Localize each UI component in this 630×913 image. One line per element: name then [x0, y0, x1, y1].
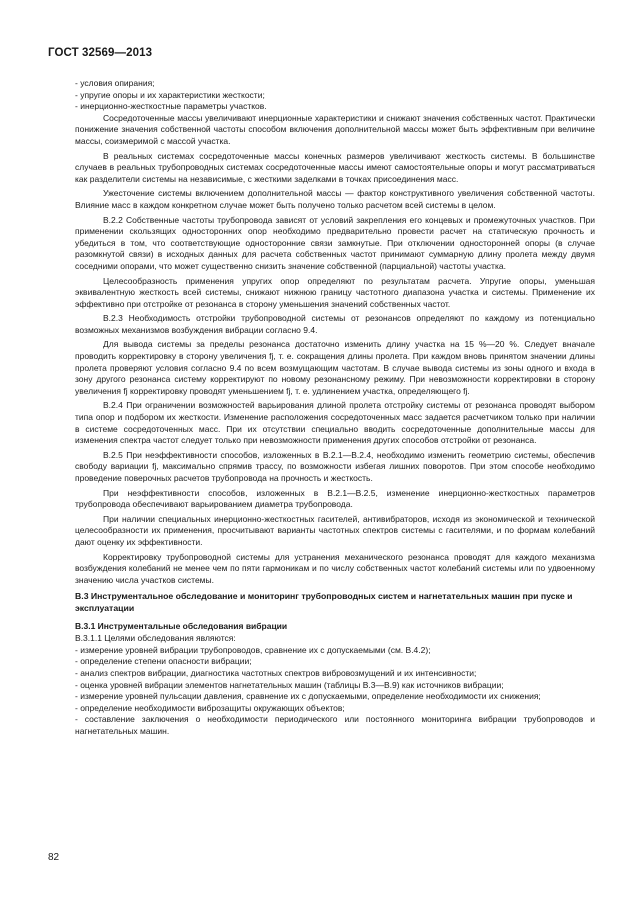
list-item: - составление заключения о необходимости периодического или постоянного мониторинга вибрации трубопроводов и нагнетательных машин. [75, 714, 595, 736]
paragraph: Ужесточение системы включением дополнительной массы — фактор конструктивного увеличения собственной частоты. Влияние масс в каждом конкретном случае может быть получено только расчетом всей системы в целом. [75, 188, 595, 210]
list-item: - анализ спектров вибрации, диагностика частотных спектров вибровозмущений и их интенсивности; [75, 667, 477, 678]
list-item: - оценка уровней вибрации элементов нагнетательных машин (таблицы В.3—В.9) как источников вибрации; [75, 679, 504, 690]
list-item: - определение степени опасности вибрации; [75, 656, 252, 667]
list-intro: В.3.1.1 Целями обследования являются: [75, 633, 236, 644]
list-item: - измерение уровней вибрации трубопроводов, сравнение их с допускаемыми (см. В.4.2); [75, 644, 431, 655]
paragraph-b24: В.2.4 При ограничении возможностей варьирования длиной пролета отстройку системы от резонанса проводят выбором типа опор и подбором их жесткости. Изменение расположения сосредоточенных масс задается расчетчиком только при наличии в системе сосредоточенных масс. При их отсутствии специально вводить сосредоточенные дополнительные массы для изменения спектра частот следует только при невозможности применения других способов отстройки от резонанса. [75, 400, 595, 446]
document-body [75, 78, 595, 737]
paragraph: При наличии специальных инерционно-жесткостных гасителей, антивибраторов, исходя из экономической и технической целесообразности их применения, просчитывают варианты частотных спектров системы с гасителями, и по формам колебаний дают оценку их эффективности. [75, 513, 595, 547]
list-item: - инерционно-жесткостные параметры участков. [75, 101, 267, 112]
list-item: - условия опирания; [75, 78, 155, 88]
paragraph: В реальных системах сосредоточенные массы конечных размеров увеличивают жесткость системы. В большинстве случаев в реальных трубопроводных системах сосредоточенные массы имеют самостоятельные опоры и могут рассматриваться как разделители системы на независимые, с жесткими заделками в точках присоединения масс. [75, 150, 595, 184]
page-number: 82 [48, 852, 60, 863]
paragraph-b23: В.2.3 Необходимость отстройки трубопроводной системы от резонансов определяют по каждому из потенциально возможных механизмов возбуждения вибрации согласно 9.4. [75, 313, 595, 335]
paragraph: Для вывода системы за пределы резонанса достаточно изменить длину участка на 15 %—20 %. Следует вначале проводить корректировку в сторону увеличения fj, т. е. сокращения длины пролета. При каждом вновь принятом значении длины пролета проверяют условия согласно 9.4 по всем возмущающим частотам. В случае вывода системы из зоны одного и входа в зону другого резонанса систему корректируют по новому резонансному режиму. При невозможности корректировки в сторону увеличения fj корректировку проводят уменьшением fj, т. е. удлинением участка, определяющего fj. [75, 339, 595, 396]
paragraph-b22: В.2.2 Собственные частоты трубопровода зависят от условий закрепления его концевых и промежуточных участков. При применении скользящих односторонних опор необходимо предварительно провести расчет на статическую прочность и убедиться в том, что соответствующие односторонние связи замкнутые. При отключении односторонней опоры (в случае разомкнутой связи) в исходных данных для расчета собственных частот принимают суммарную длину пролета между двумя соседними опорами, что может существенно снизить значение собственной (парциальной) частоты участка. [75, 214, 595, 271]
paragraph: При неэффективности способов, изложенных в В.2.1—В.2.5, изменение инерционно-жесткостных параметров трубопровода обеспечивают варьированием диаметра трубопровода. [75, 487, 595, 510]
list-item: - определение необходимости виброзащиты окружающих объектов; [75, 702, 345, 713]
list-item: - упругие опоры и их характеристики жесткости; [75, 89, 265, 100]
document-header: ГОСТ 32569—2013 [48, 47, 153, 59]
paragraph: Целесообразность применения упругих опор определяют по результатам расчета. Упругие опоры, уменьшая эквивалентную жесткость всей системы, снижают нижнюю границу частотного диапазона участка и системы. Применение их эффективно при отстройке от резонанса в сторону уменьшения значений собственных частот. [75, 275, 595, 309]
list-item: - измерение уровней пульсации давления, сравнение их с допускаемыми, определение необходимости их снижения; [75, 691, 541, 702]
section-heading-b3: В.3 Инструментальное обследование и мониторинг трубопроводных систем и нагнетательных машин при пуске и эксплуатации [75, 591, 573, 613]
paragraph-b25: В.2.5 При неэффективности способов, изложенных в В.2.1—В.2.4, необходимо изменить геометрию системы, обеспечив свободу вариации fj, максимально спрямив трассу, по возможности избегая лишних поворотов. При этом способе необходимо проведение поверочных расчетов трубопровода на прочность и жесткость. [75, 449, 595, 483]
paragraph: Корректировку трубопроводной системы для устранения механического резонанса проводят для каждого механизма возбуждения колебаний не менее чем по пяти гармоникам и по числу собственных частот колебаний системы или по удвоенному значению числа участков системы. [75, 551, 595, 585]
paragraph: Сосредоточенные массы увеличивают инерционные характеристики и снижают значения собственных частот. Практически понижение значения собственной частоты способом включения дополнительной массы может быть эффективным при величине массы, соизмеримой с массой участка. [75, 112, 595, 146]
subsection-heading-b31: В.3.1 Инструментальные обследования вибрации [75, 620, 288, 631]
